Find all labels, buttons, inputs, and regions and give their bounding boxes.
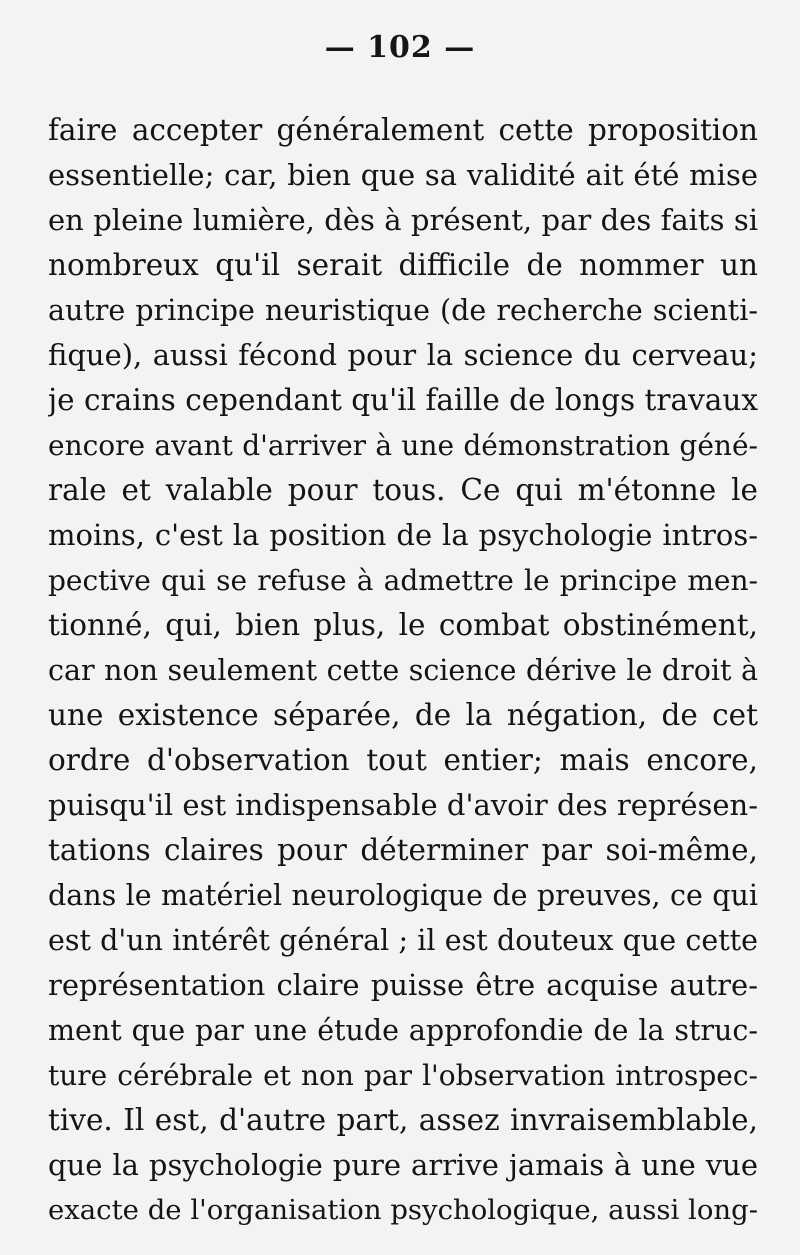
text-line: faire accepter généralement cette proposition: [48, 113, 758, 147]
text-line: nombreux qu'il serait difficile de nommer un: [48, 248, 758, 282]
text-line: rale et valable pour tous. Ce qui m'étonne le: [48, 473, 758, 507]
text-line: ordre d'observation tout entier; mais encore,: [48, 743, 758, 777]
text-line: tive. Il est, d'autre part, assez invraisemblable,: [48, 1103, 758, 1137]
text-line: tations claires pour déterminer par soi-même,: [48, 833, 758, 867]
text-line: pective qui se refuse à admettre le principe men-: [48, 564, 758, 597]
text-line: tionné, qui, bien plus, le combat obstinément,: [48, 608, 758, 642]
text-line: représentation claire puisse être acquise autre-: [48, 968, 758, 1002]
text-line: dans le matériel neurologique de preuves, ce qui: [48, 879, 758, 912]
text-line: que la psychologie pure arrive jamais à une vue: [48, 1148, 758, 1182]
text-line: autre principe neuristique (de recherche scienti-: [48, 294, 758, 327]
text-line: moins, c'est la position de la psychologie intros-: [48, 518, 758, 552]
text-line: fique), aussi fécond pour la science du cerveau;: [48, 338, 758, 372]
text-line: exacte de l'organisation psychologique, aussi long-: [48, 1194, 758, 1226]
text-line: je crains cependant qu'il faille de longs travaux: [48, 383, 758, 417]
text-line: encore avant d'arriver à une démonstration géné-: [48, 429, 758, 462]
page-number: — 102 —: [324, 30, 476, 65]
body-text: [48, 108, 758, 1233]
text-line: essentielle; car, bien que sa validité ait été mise: [48, 158, 758, 192]
text-line: en pleine lumière, dès à présent, par des faits si: [48, 203, 758, 237]
text-line: une existence séparée, de la négation, de cet: [48, 698, 758, 732]
text-line: est d'un intérêt général ; il est douteux que cette: [48, 924, 758, 957]
text-line: ture cérébrale et non par l'observation introspec-: [48, 1059, 758, 1092]
text-line: puisqu'il est indispensable d'avoir des représen-: [48, 788, 758, 822]
text-line: car non seulement cette science dérive le droit à: [48, 654, 758, 687]
text-line: ment que par une étude approfondie de la struc-: [48, 1014, 758, 1047]
